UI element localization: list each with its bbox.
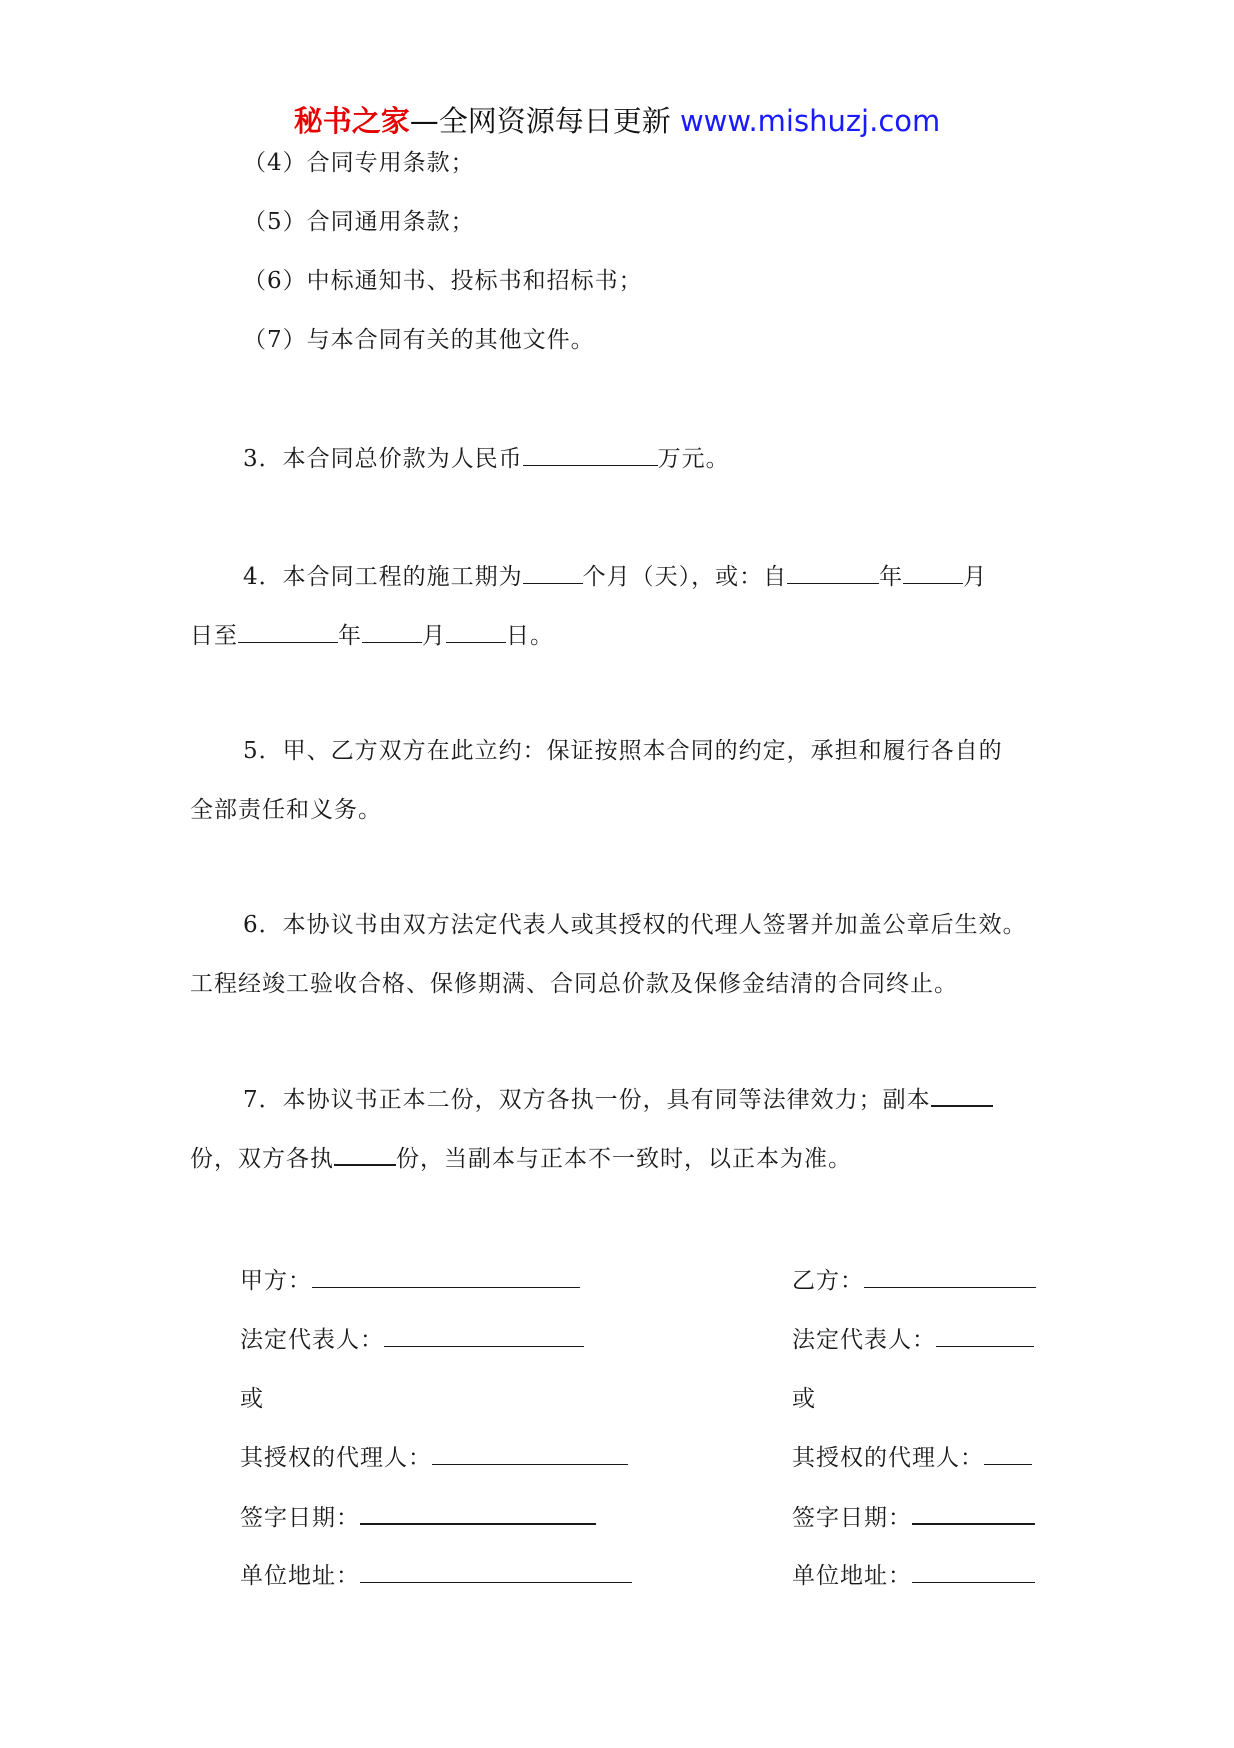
clause-4-text: 日至	[190, 623, 238, 649]
copies-each-blank[interactable]	[334, 1142, 396, 1166]
list-item: （7）与本合同有关的其他文件。	[243, 327, 595, 353]
site-header	[0, 101, 1234, 141]
list-item: （5）合同通用条款；	[243, 209, 475, 235]
year-label: 年	[338, 623, 362, 649]
list-item: （6）中标通知书、投标书和招标书；	[243, 268, 643, 294]
duration-blank[interactable]	[523, 561, 583, 584]
party-b-agent-row	[792, 1442, 1032, 1474]
header-site-link[interactable]: www.mishuzj.com	[679, 104, 941, 138]
party-b-name-row	[792, 1265, 1036, 1297]
party-b-address-row	[792, 1560, 1035, 1592]
party-a-rep-label: 法定代表人：	[240, 1327, 384, 1353]
party-b-address-label: 单位地址：	[792, 1563, 912, 1589]
clause-6-line-1: 6．本协议书由双方法定代表人或其授权的代理人签署并加盖公章后生效。	[243, 912, 1027, 938]
end-month-blank[interactable]	[362, 620, 422, 643]
party-a-date-row	[240, 1501, 596, 1534]
party-b-rep-blank[interactable]	[936, 1324, 1034, 1347]
clause-7-text: 份，当副本与正本不一致时，以正本为准。	[396, 1146, 852, 1172]
party-a-date-blank[interactable]	[360, 1501, 596, 1525]
party-a-agent-label: 其授权的代理人：	[240, 1445, 432, 1471]
party-a-address-blank[interactable]	[360, 1560, 632, 1583]
month-label: 月	[422, 623, 446, 649]
clause-4-line-1	[243, 561, 987, 593]
list-item: （4）合同专用条款；	[243, 150, 475, 176]
party-b-date-label: 签字日期：	[792, 1505, 912, 1531]
clause-7-line-1	[243, 1083, 993, 1116]
party-a-address-label: 单位地址：	[240, 1563, 360, 1589]
party-b-date-row	[792, 1501, 1035, 1534]
party-b-rep-label: 法定代表人：	[792, 1327, 936, 1353]
end-day-blank[interactable]	[446, 620, 506, 643]
party-a-label: 甲方：	[240, 1268, 312, 1294]
clause-5-line-2: 全部责任和义务。	[190, 797, 382, 823]
clause-4-text: 个月（天），或：自	[582, 564, 788, 590]
day-label: 日。	[506, 623, 554, 649]
party-a-rep-row	[240, 1324, 584, 1356]
party-b-agent-blank[interactable]	[984, 1442, 1032, 1465]
clause-6-line-2: 工程经竣工验收合格、保修期满、合同总价款及保修金结清的合同终止。	[190, 971, 958, 997]
party-a-date-label: 签字日期：	[240, 1505, 360, 1531]
party-a-agent-row	[240, 1442, 628, 1474]
clause-3	[243, 443, 730, 475]
clause-4-text: 4．本合同工程的施工期为	[243, 564, 523, 590]
clause-7-text: 份，双方各执	[190, 1146, 334, 1172]
year-label: 年	[879, 564, 904, 590]
start-year-blank[interactable]	[787, 561, 879, 584]
clause-7-text: 7．本协议书正本二份，双方各执一份，具有同等法律效力；副本	[243, 1087, 931, 1113]
party-b-address-blank[interactable]	[912, 1560, 1035, 1583]
header-brand: 秘书之家	[293, 104, 410, 138]
clause-3-unit: 万元。	[657, 446, 730, 472]
month-label: 月	[963, 564, 988, 590]
party-b-agent-label: 其授权的代理人：	[792, 1445, 984, 1471]
clause-4-line-2	[190, 620, 554, 652]
end-year-blank[interactable]	[238, 620, 338, 643]
party-a-name-row	[240, 1265, 580, 1297]
party-b-name-blank[interactable]	[864, 1265, 1036, 1288]
party-a-agent-blank[interactable]	[432, 1442, 628, 1465]
copies-blank[interactable]	[931, 1083, 993, 1107]
party-a-or: 或	[240, 1386, 264, 1412]
amount-blank[interactable]	[523, 443, 658, 466]
start-month-blank[interactable]	[903, 561, 963, 584]
party-a-name-blank[interactable]	[312, 1265, 580, 1288]
party-b-rep-row	[792, 1324, 1034, 1356]
clause-3-text: 3．本合同总价款为人民币	[243, 446, 523, 472]
clause-7-line-2	[190, 1142, 852, 1175]
party-b-label: 乙方：	[792, 1268, 864, 1294]
party-b-date-blank[interactable]	[912, 1501, 1035, 1525]
clause-5-line-1: 5．甲、乙方双方在此立约：保证按照本合同的约定，承担和履行各自的	[243, 738, 1003, 764]
header-slogan: —全网资源每日更新	[409, 104, 671, 138]
party-b-or: 或	[792, 1386, 816, 1412]
party-a-rep-blank[interactable]	[384, 1324, 584, 1347]
party-a-address-row	[240, 1560, 632, 1592]
